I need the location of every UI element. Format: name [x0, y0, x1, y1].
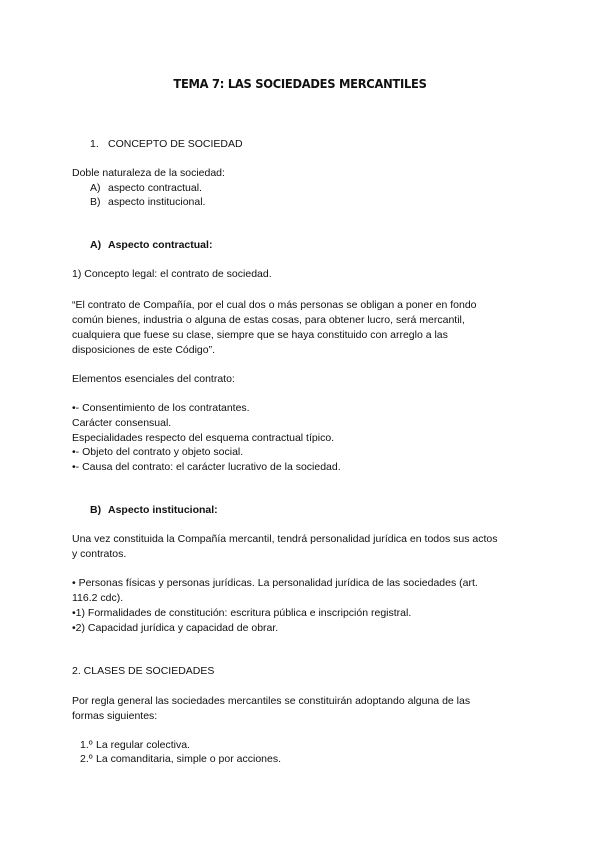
- element-line: •- Objeto del contrato y objeto social.: [72, 446, 244, 458]
- list-item: aspecto institucional.: [108, 196, 206, 208]
- list-item: La regular colectiva.: [96, 739, 190, 751]
- subB-para-line: y contratos.: [72, 548, 127, 560]
- subB-bullet: •1) Formalidades de constitución: escritura pública e inscripción registral.: [72, 607, 412, 619]
- elements-heading: Elementos esenciales del contrato:: [72, 373, 235, 385]
- subB-para-line: Una vez constituida la Compañía mercantil, tendrá personalidad jurídica en todos sus actos: [72, 533, 498, 545]
- subA-marker: A): [90, 239, 102, 251]
- element-line: •- Consentimiento de los contratantes.: [72, 402, 250, 414]
- list-marker: A): [90, 182, 101, 194]
- section1-heading: CONCEPTO DE SOCIEDAD: [108, 138, 243, 150]
- list-marker: 2.º: [80, 753, 93, 765]
- element-line: Especialidades respecto del esquema contractual típico.: [72, 432, 335, 444]
- section2-para-line: formas siguientes:: [72, 710, 158, 722]
- element-line: Carácter consensual.: [72, 417, 172, 429]
- list-marker: B): [90, 196, 101, 208]
- list-marker: 1.º: [80, 739, 93, 751]
- quote-line: común bienes, industria o alguna de estas cosas, para obtener lucro, será mercantil,: [72, 314, 465, 326]
- subB-heading: Aspecto institucional:: [108, 504, 218, 516]
- section2-heading: 2. CLASES DE SOCIEDADES: [72, 665, 215, 677]
- subA-concept: 1) Concepto legal: el contrato de sociedad.: [72, 268, 272, 280]
- section2-para-line: Por regla general las sociedades mercantiles se constituirán adoptando alguna de las: [72, 695, 471, 707]
- element-line: •- Causa del contrato: el carácter lucrativo de la sociedad.: [72, 461, 341, 473]
- section1-number: 1.: [90, 138, 99, 150]
- page-title: TEMA 7: LAS SOCIEDADES MERCANTILES: [173, 76, 427, 91]
- subB-bullet: 116.2 cdc).: [72, 592, 124, 604]
- list-item: aspecto contractual.: [108, 182, 202, 194]
- subA-heading: Aspecto contractual:: [108, 239, 213, 251]
- list-item: La comanditaria, simple o por acciones.: [96, 753, 282, 765]
- subB-marker: B): [90, 504, 102, 516]
- subB-bullet: • Personas físicas y personas jurídicas. La personalidad jurídica de las sociedades (art.: [72, 577, 478, 589]
- quote-line: “El contrato de Compañía, por el cual dos o más personas se obligan a poner en fondo: [72, 299, 477, 311]
- quote-line: cualquiera que fuese su clase, siempre que se haya constituido con arreglo a las: [72, 329, 448, 341]
- section1-intro: Doble naturaleza de la sociedad:: [72, 167, 225, 179]
- quote-line: disposiciones de este Código”.: [72, 344, 216, 356]
- subB-bullet: •2) Capacidad jurídica y capacidad de obrar.: [72, 622, 279, 634]
